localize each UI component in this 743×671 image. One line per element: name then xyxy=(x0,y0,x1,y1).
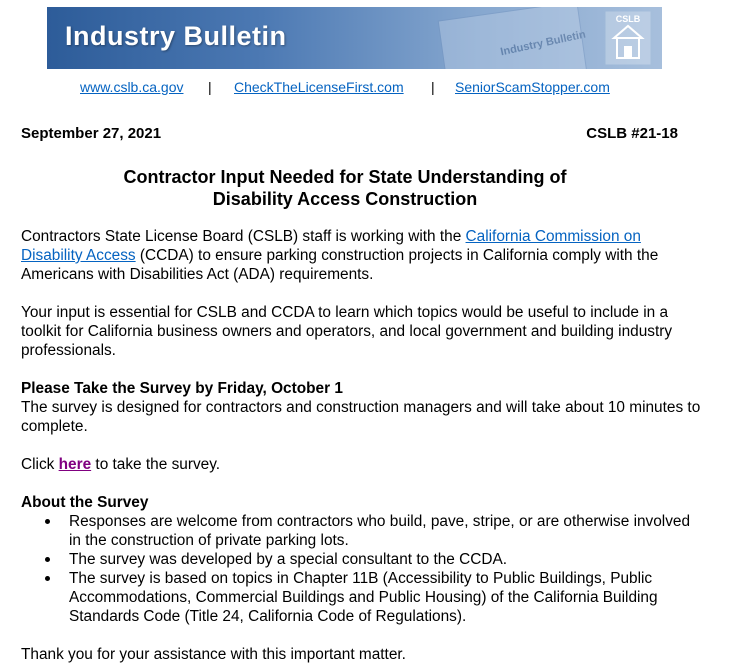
list-item-text: Responses are welcome from contractors who build, pave, stripe, or are otherwise involved in the construction of private parking lots. xyxy=(69,513,691,549)
headline-line-1: Contractor Input Needed for State Understanding of xyxy=(123,167,567,187)
survey-link[interactable]: here xyxy=(58,456,92,473)
survey-deadline-text: The survey is designed for contractors and construction managers and will take about 10 minutes to complete. xyxy=(21,399,701,435)
ccda-link[interactable]: California Commission on Disability Access xyxy=(21,228,641,264)
closing-line: Thank you for your assistance with this important matter. xyxy=(21,646,406,663)
cslb-site-link[interactable]: www.cslb.ca.gov xyxy=(80,79,184,95)
survey-deadline-heading: Please Take the Survey by Friday, October 1 xyxy=(21,380,343,397)
list-item-text: The survey is based on topics in Chapter 11B (Accessibility to Public Buildings, Public Accommodations, Commercial Buildings and Public Housing) of the California Building Standards Code (Title 24, California Code of Regulations). xyxy=(69,570,658,625)
about-bullet-list xyxy=(21,512,701,626)
input-paragraph: Your input is essential for CSLB and CCDA to learn which topics would be useful to include in a toolkit for California business owners and operators, and local government and building industry professionals. xyxy=(21,304,673,359)
link-separator: | xyxy=(208,79,212,95)
click-text-end: to take the survey. xyxy=(91,456,221,473)
click-text-start: Click xyxy=(21,456,59,473)
headline-line-2: Disability Access Construction xyxy=(212,189,478,209)
link-separator: | xyxy=(431,79,435,95)
bulletin-banner xyxy=(47,7,662,69)
senior-scam-link[interactable]: SeniorScamStopper.com xyxy=(455,79,610,95)
list-item xyxy=(21,550,701,569)
click-line xyxy=(21,455,701,474)
list-item xyxy=(21,569,701,626)
bulletin-number: CSLB #21-18 xyxy=(586,125,678,142)
bulletin-date: September 27, 2021 xyxy=(21,125,162,142)
bullet-icon xyxy=(45,557,50,562)
banner-title: Industry Bulletin xyxy=(65,21,287,51)
intro-paragraph xyxy=(21,227,701,284)
intro-text-start: Contractors State License Board (CSLB) staff is working with the xyxy=(21,228,466,245)
banner-deco-text: Industry Bulletin xyxy=(499,28,587,59)
list-item xyxy=(21,512,701,550)
about-heading: About the Survey xyxy=(21,494,149,511)
bullet-icon xyxy=(45,576,50,581)
bulletin-paper-decoration xyxy=(422,7,592,69)
cslb-logo xyxy=(604,10,652,66)
bullet-icon xyxy=(45,519,50,524)
survey-deadline-section xyxy=(21,379,701,436)
logo-text: CSLB xyxy=(615,14,641,24)
headline xyxy=(0,166,690,210)
site-link-bar xyxy=(0,79,743,97)
intro-text-end: (CCDA) to ensure parking construction projects in California comply with the Americans with Disabilities Act (ADA) requirements. xyxy=(21,247,659,283)
list-item-text: The survey was developed by a special consultant to the CCDA. xyxy=(69,551,508,568)
check-license-link[interactable]: CheckTheLicenseFirst.com xyxy=(234,79,404,95)
